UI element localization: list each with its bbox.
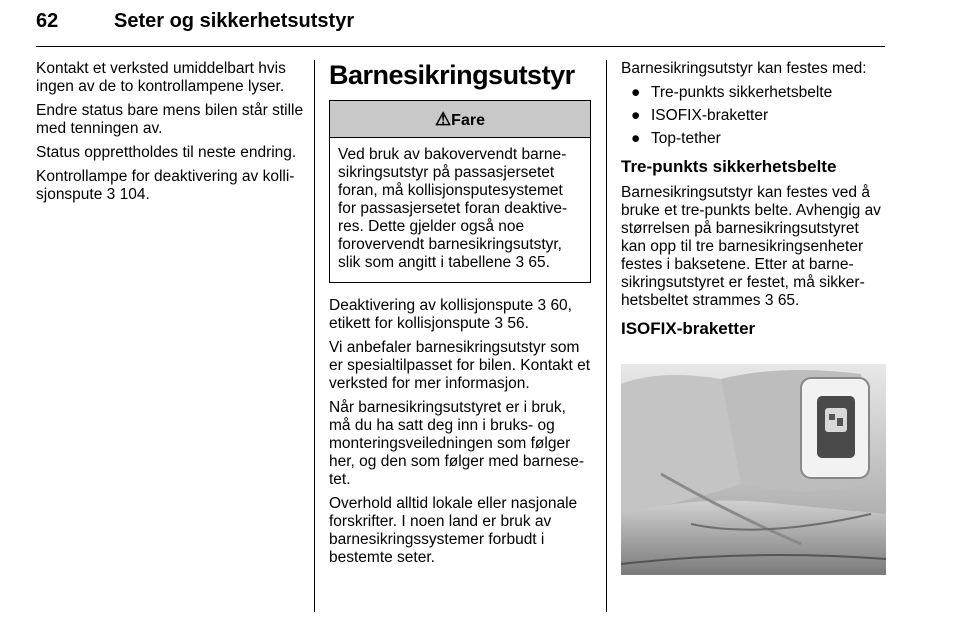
- page-ref-icon: 3: [106, 186, 116, 203]
- paragraph: [329, 297, 591, 333]
- warning-triangle-icon: ⚠: [435, 109, 452, 129]
- isofix-seat-photo: [621, 364, 886, 575]
- list-item: ● ISOFIX-braketter: [631, 107, 769, 124]
- page-ref-link[interactable]: 56.: [507, 315, 529, 332]
- page-ref-link[interactable]: 65.: [777, 292, 800, 309]
- paragraph: [621, 184, 886, 310]
- bullet-icon: ●: [631, 130, 641, 147]
- column-divider: [606, 60, 607, 612]
- paragraph: Når barnesikringsutstyret er i bruk, må du ha satt deg inn i bruks- og monteringsveiledningen som følger her, og den som følger med barnesetet.: [329, 399, 585, 488]
- warning-header: [330, 101, 590, 138]
- paragraph-text: Kontrollampe for deaktivering av kollisjonspute: [36, 168, 295, 203]
- bullet-icon: ●: [631, 84, 641, 101]
- page-ref-icon: 3: [764, 292, 774, 309]
- page-ref-link[interactable]: 60,: [550, 297, 572, 314]
- warning-title: Fare: [451, 112, 485, 129]
- subheading: Tre-punkts sikkerhetsbelte: [621, 157, 837, 176]
- chapter-title: Seter og sikkerhetsutstyr: [114, 10, 355, 32]
- paragraph: [36, 168, 304, 204]
- column-1: [36, 60, 304, 210]
- page-ref-icon: 3: [494, 315, 504, 332]
- page-header: [36, 6, 885, 46]
- paragraph: Vi anbefaler barnesikringsutstyr som er spesialtilpasset for bilen. Kontakt et verksted for mer informasjon.: [329, 339, 591, 392]
- page-ref-link[interactable]: 65.: [528, 254, 550, 271]
- column-divider: [314, 60, 315, 612]
- paragraph-text: etikett for kollisjonspute: [329, 315, 491, 332]
- paragraph: Status opprettholdes til neste endring.: [36, 144, 297, 161]
- page-number: 62: [36, 10, 59, 32]
- paragraph-text: Deaktivering av kollisjonspute: [329, 297, 534, 314]
- subheading: ISOFIX-braketter: [621, 319, 756, 338]
- column-2: [329, 60, 591, 573]
- bullet-list: [621, 84, 886, 148]
- paragraph: Endre status bare mens bilen står stille med tenningen av.: [36, 102, 304, 137]
- page-ref-icon: 3: [515, 254, 525, 271]
- list-item: ● Tre-punkts sikkerhetsbelte: [631, 84, 833, 101]
- bullet-icon: ●: [631, 107, 641, 124]
- page-ref-icon: 3: [537, 297, 547, 314]
- paragraph-text: Barnesikringsutstyr kan festes ved å bruke et tre-punkts belte. Avhengig av størrelsen på barnesikringsutstyret kan opp til tre barnesikringsenheter festes i baksetene. Etter at barnesikringsutstyret er festet, må sikkerhetsbeltet strammes: [621, 184, 881, 309]
- column-3: [621, 60, 886, 346]
- paragraph: Barnesikringsutstyr kan festes med:: [621, 60, 867, 77]
- page-ref-link[interactable]: 104.: [119, 186, 150, 203]
- warning-text: Ved bruk av bakovervendt barnesikringsutstyr på passasjersetet foran, må kollisjonsputesystemet for passasjersetet foran deaktiveres. Dette gjelder også noe forovervendt barnesikringsutstyr, slik som angitt i tabellene: [338, 146, 568, 271]
- paragraph: Kontakt et verksted umiddelbart hvis ingen av de to kontrollampene lyser.: [36, 60, 286, 95]
- warning-body: [330, 138, 590, 282]
- list-item: ● Top-tether: [631, 130, 721, 147]
- paragraph: Overhold alltid lokale eller nasjonale forskrifter. I noen land er bruk av barnesikringssystemer forbudt i bestemte seter.: [329, 495, 578, 566]
- header-rule: [36, 46, 885, 47]
- warning-box: [329, 100, 591, 283]
- section-heading: Barnesikringsutstyr: [329, 60, 575, 90]
